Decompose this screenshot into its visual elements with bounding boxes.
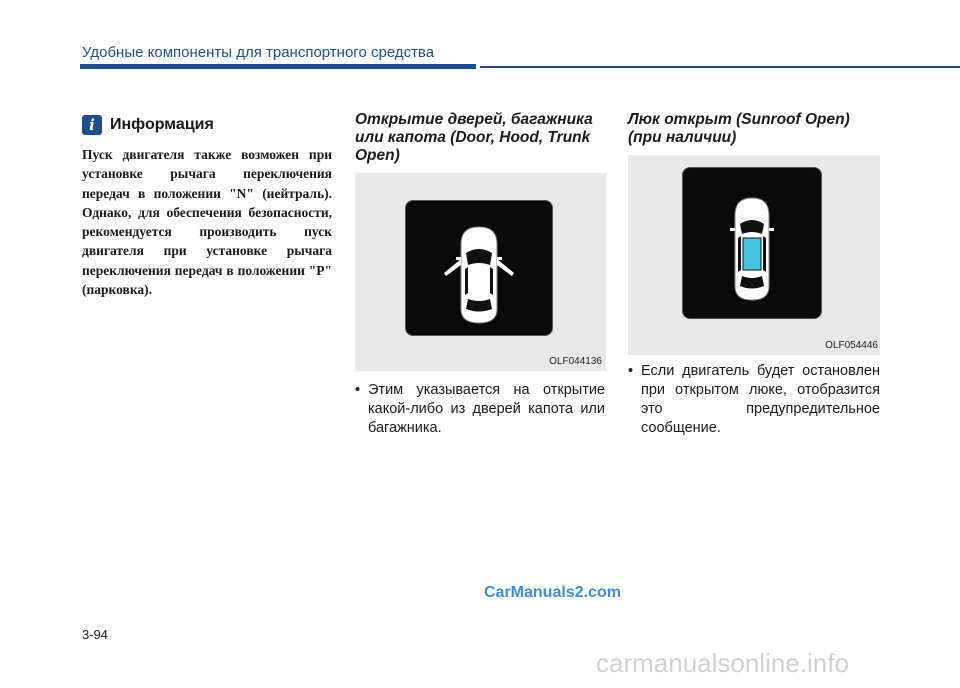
page-number: 3-94 xyxy=(82,627,109,642)
car-doors-open-icon xyxy=(406,201,552,335)
info-icon: i xyxy=(82,115,102,135)
sunroof-display-screen xyxy=(682,167,822,319)
bullet-dot-icon: • xyxy=(355,382,361,398)
header-rule-light xyxy=(480,66,960,68)
sunroof-figure xyxy=(628,155,880,355)
sunroof-figure-code: OLF054446 xyxy=(825,340,878,351)
doors-section-title: Открытие дверей, багажника или капота (Door, Hood, Trunk Open) xyxy=(355,111,593,164)
info-title: Информация xyxy=(110,116,214,133)
page-header-title: Удобные компоненты для транспортного средства xyxy=(82,44,435,61)
doors-display-screen xyxy=(405,200,553,336)
footer-site-watermark: carmanualsonline.info xyxy=(596,648,849,678)
info-body: Пуск двигателя также возможен при установке рычага переключения передач в положении "N" (нейтраль). Однако, для обеспечения безопасности, рекомендуется производить пуск двигателя при установке рычага переключения передач в положении "P" (парковка). xyxy=(82,147,332,298)
sunroof-bullet xyxy=(628,362,880,438)
doors-bullet xyxy=(355,381,605,438)
car-sunroof-open-icon xyxy=(683,168,821,318)
bullet-dot-icon: • xyxy=(628,363,634,379)
sunroof-bullet-text: Если двигатель будет остановлен при открытом люке, отобразится это предупредительное сообщение. xyxy=(641,363,880,436)
doors-figure-code: OLF044136 xyxy=(549,356,602,367)
info-heading xyxy=(82,114,214,136)
doors-bullet-text: Этим указывается на открытие какой-либо из дверей капота или багажника. xyxy=(368,382,605,436)
sunroof-section-title: Люк открыт (Sunroof Open) (при наличии) xyxy=(628,111,850,146)
doors-figure xyxy=(355,173,606,371)
header-rule-dark xyxy=(80,64,476,69)
watermark-link[interactable]: CarManuals2.com xyxy=(484,584,621,601)
